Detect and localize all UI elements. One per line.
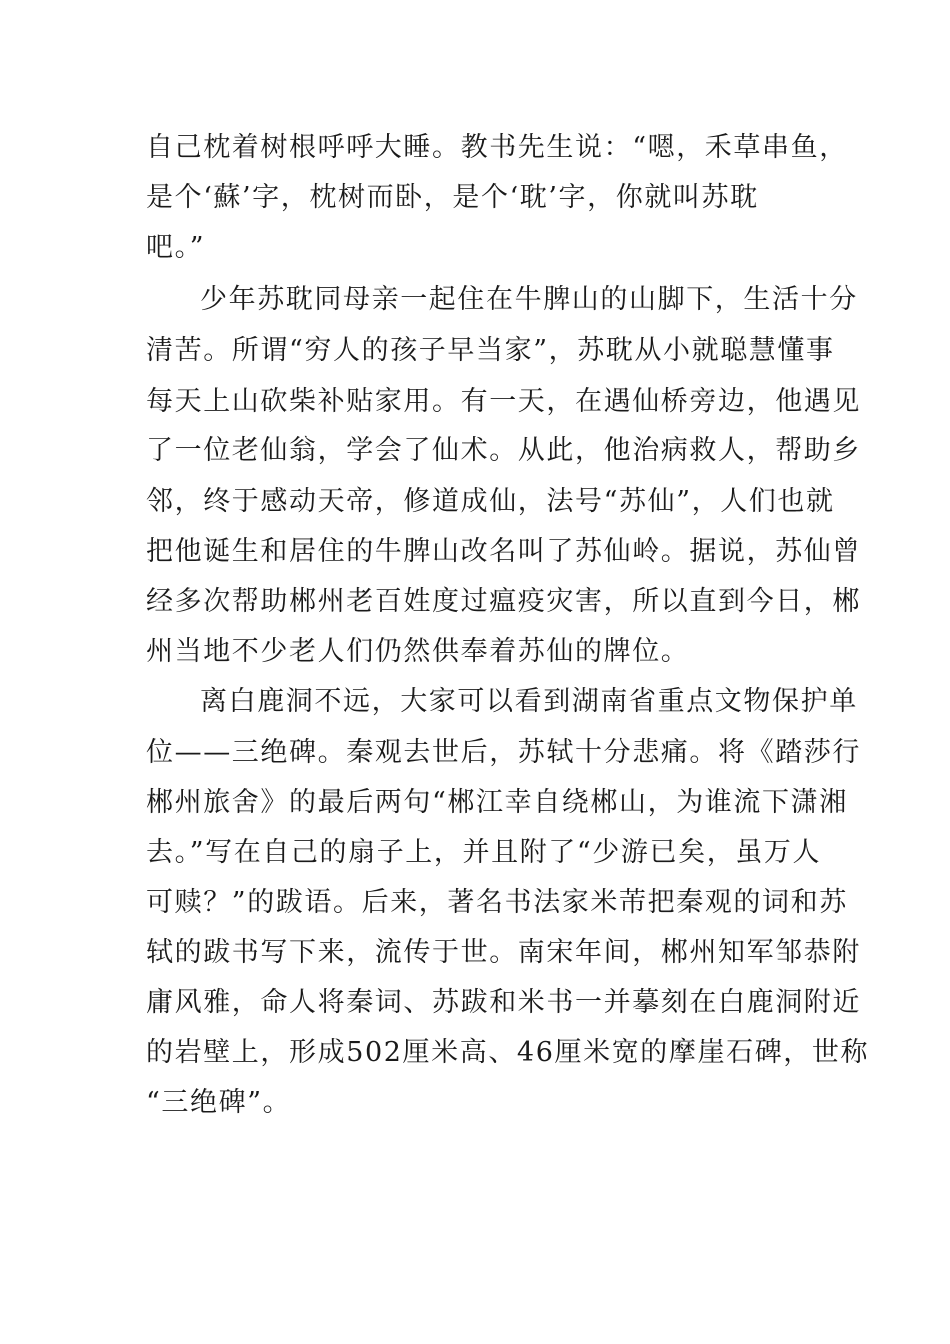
text-line: 位——三绝碑。秦观去世后，苏轼十分悲痛。将《踏莎行 bbox=[146, 737, 861, 768]
text-line: 轼的跋书写下来，流传于世。南宋年间，郴州知军邹恭附 bbox=[146, 937, 861, 968]
text-line: 郴州旅舍》的最后两句“郴江幸自绕郴山，为谁流下潇湘 bbox=[146, 787, 848, 818]
text-line: 把他诞生和居住的牛脾山改名叫了苏仙岭。据说，苏仙曾 bbox=[146, 536, 861, 567]
text-line: 州当地不少老人们仍然供奉着苏仙的牌位。 bbox=[146, 636, 690, 667]
text-line: 邻，终于感动天帝，修道成仙，法号“苏仙”，人们也就 bbox=[146, 486, 835, 517]
text-line: 庸风雅，命人将秦词、苏跋和米书一并摹刻在白鹿洞附近 bbox=[146, 987, 861, 1018]
text-line: 是个‘蘇’字，枕树而卧，是个‘耽’字，你就叫苏耽 bbox=[146, 182, 759, 213]
text-line: 的岩壁上，形成502厘米高、46厘米宽的摩崖石碑，世称 bbox=[146, 1037, 870, 1068]
text-line: “三绝碑”。 bbox=[146, 1087, 292, 1118]
text-line: 了一位老仙翁，学会了仙术。从此，他治病救人，帮助乡 bbox=[146, 435, 861, 466]
text-line: 每天上山砍柴补贴家用。有一天，在遇仙桥旁边，他遇见 bbox=[146, 386, 861, 417]
text-line: 可赎？”的跋语。后来，著名书法家米芾把秦观的词和苏 bbox=[146, 887, 848, 918]
paragraph-first-line: 离白鹿洞不远，大家可以看到湖南省重点文物保护单 bbox=[200, 686, 858, 717]
text-line: 经多次帮助郴州老百姓度过瘟疫灾害，所以直到今日，郴 bbox=[146, 586, 861, 617]
text-line: 去。”写在自己的扇子上，并且附了“少游已矣，虽万人 bbox=[146, 837, 822, 868]
text-line: 清苦。所谓“穷人的孩子早当家”，苏耽从小就聪慧懂事 bbox=[146, 335, 835, 366]
text-line: 吧。” bbox=[146, 232, 206, 263]
text-line: 自己枕着树根呼呼大睡。教书先生说：“嗯，禾草串鱼， bbox=[146, 132, 848, 163]
paragraph-first-line: 少年苏耽同母亲一起住在牛脾山的山脚下，生活十分 bbox=[200, 284, 858, 315]
